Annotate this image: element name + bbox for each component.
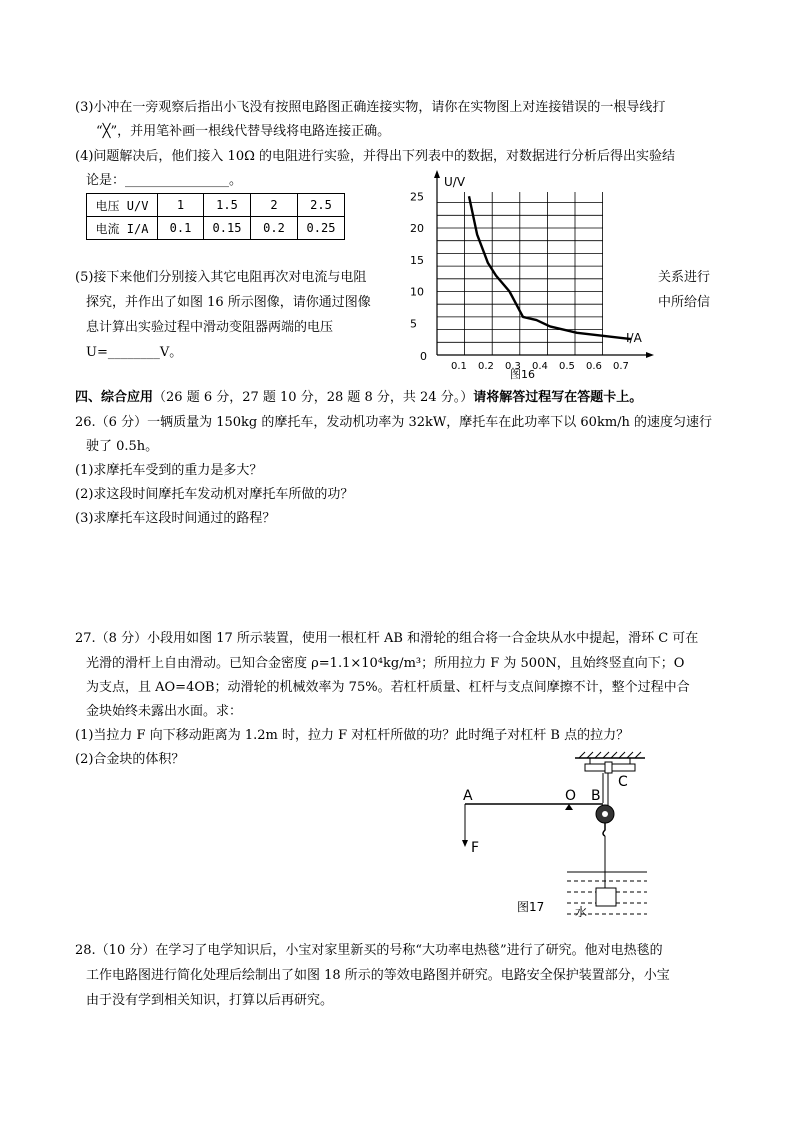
pulley-axle — [602, 811, 608, 817]
y-tick-label: 5 — [410, 317, 417, 331]
table-cell: 0.1 — [158, 217, 204, 240]
table-cell: 0.15 — [204, 217, 251, 240]
y-tick-label: 10 — [410, 285, 424, 299]
x-tick-label: 0.3 — [505, 361, 521, 372]
table-cell: 电流 I/A — [87, 217, 158, 240]
x-tick-label: 0.4 — [532, 361, 548, 372]
y-axis-arrowhead — [434, 170, 440, 178]
alloy-block — [596, 888, 616, 906]
section4-title — [75, 390, 642, 406]
table-cell: 电压 U/V — [87, 194, 158, 217]
figure-17-lever-diagram — [455, 748, 665, 926]
q28-line1: 28.（10 分）在学习了电学知识后，小宝对家里新买的号称“大功率电热毯”进行了研究。他对电热毯的 — [75, 943, 663, 958]
q27-line2: 光滑的滑杆上自由滑动。已知合金密度 ρ=1.1×10⁴kg/m³；所用拉力 F 为 500N，且始终竖直向下；O — [86, 656, 685, 671]
x-tick-label: 0.5 — [559, 361, 575, 372]
q26-line1: 26.（6 分）一辆质量为 150kg 的摩托车，发动机功率为 32kW，摩托车在此功率下以 60km/h 的速度匀速行 — [75, 415, 713, 430]
label-f: F — [471, 840, 480, 856]
label-b: B — [591, 788, 601, 804]
origin-label: 0 — [420, 350, 427, 363]
label-a: A — [463, 788, 473, 804]
x-tick-label: 0.6 — [586, 361, 602, 372]
slide-ring-c — [605, 762, 612, 773]
x-axis-label: I/A — [626, 331, 642, 345]
table-cell: 2.5 — [298, 194, 345, 217]
q25-part5-line4: U=________V。 — [86, 345, 183, 360]
pulley-hook — [603, 823, 605, 836]
figure-17-caption: 图17 — [517, 900, 545, 914]
x-tick-label: 0.1 — [451, 361, 467, 372]
fulcrum-o — [565, 804, 573, 810]
label-c: C — [618, 774, 628, 790]
q27-line4: 金块始终未露出水面。求： — [86, 704, 243, 719]
table-row — [87, 217, 345, 240]
x-tick-label: 0.7 — [613, 361, 629, 372]
x-axis-arrowhead — [646, 352, 654, 358]
q25-part5-line1a: (5)接下来他们分别接入其它电阻再次对电流与电阻 — [75, 270, 367, 285]
data-curve — [469, 196, 631, 339]
section4-scores: （26 题 6 分，27 题 10 分，28 题 8 分，共 24 分。） — [153, 390, 474, 405]
label-water: 水 — [575, 905, 588, 919]
force-f-arrowhead — [462, 840, 468, 847]
table-cell: 1.5 — [204, 194, 251, 217]
table-cell: 1 — [158, 194, 204, 217]
y-axis-label: U/V — [444, 175, 466, 189]
y-tick-label: 15 — [410, 253, 424, 267]
q25-part4-line2: 论是：________________。 — [86, 173, 243, 188]
y-tick-label: 25 — [410, 190, 424, 204]
table-cell: 0.2 — [251, 217, 298, 240]
q26-sub3: (3)求摩托车这段时间通过的路程？ — [75, 511, 276, 526]
q27-sub2: (2)合金块的体积？ — [75, 752, 185, 767]
q25-part5-line2b: 中所给信 — [658, 295, 711, 310]
q25-part3-line1: (3)小冲在一旁观察后指出小飞没有按照电路图正确连接实物，请你在实物图上对连接错误的一根导线打 — [75, 100, 666, 115]
table-cell: 2 — [251, 194, 298, 217]
q25-part3-line2: “╳”，并用笔补画一根线代替导线将电路连接正确。 — [96, 124, 391, 139]
q26-line2: 驶了 0.5h。 — [86, 439, 159, 454]
q25-part4-line1: (4)问题解决后，他们接入 10Ω 的电阻进行实验，并得出下列表中的数据，对数据进行分析后得出实验结 — [75, 149, 676, 164]
table-cell: 0.25 — [298, 217, 345, 240]
y-tick-label: 20 — [410, 222, 424, 235]
table-row — [87, 194, 345, 217]
figure-16-chart — [400, 170, 660, 380]
q27-line3: 为支点，且 AO=4OB；动滑轮的机械效率为 75%。若杠杆质量、杠杆与支点间摩擦不计，整个过程中合 — [86, 680, 690, 695]
section4-heading: 四、综合应用 — [75, 390, 154, 405]
x-tick-label: 0.2 — [478, 361, 494, 372]
q28-line3: 由于没有学到相关知识，打算以后再研究。 — [86, 993, 334, 1008]
data-table — [86, 193, 345, 240]
q26-sub2: (2)求这段时间摩托车发动机对摩托车所做的功？ — [75, 487, 354, 502]
label-o: O — [565, 788, 577, 804]
q25-part5-line2a: 探究，并作出了如图 16 所示图像，请你通过图像 — [86, 295, 371, 310]
q25-part5-line3: 息计算出实验过程中滑动变阻器两端的电压 — [86, 320, 334, 335]
section4-instruction: 请将解答过程写在答题卡上。 — [473, 390, 643, 405]
q26-sub1: (1)求摩托车受到的重力是多大？ — [75, 463, 263, 478]
q25-part5-line1b: 关系进行 — [658, 270, 711, 285]
q27-sub1: (1)当拉力 F 向下移动距离为 1.2m 时，拉力 F 对杠杆所做的功？此时绳子对杠杆 B 点的拉力？ — [75, 728, 630, 743]
q27-line1: 27.（8 分）小段用如图 17 所示装置，使用一根杠杆 AB 和滑轮的组合将一合金块从水中提起，滑环 C 可在 — [75, 631, 699, 646]
ceiling-hatch — [579, 752, 641, 758]
chart-title: 图16 — [510, 368, 535, 380]
q28-line2: 工作电路图进行简化处理后绘制出了如图 18 所示的等效电路图并研究。电路安全保护装置部分，小宝 — [86, 968, 670, 983]
